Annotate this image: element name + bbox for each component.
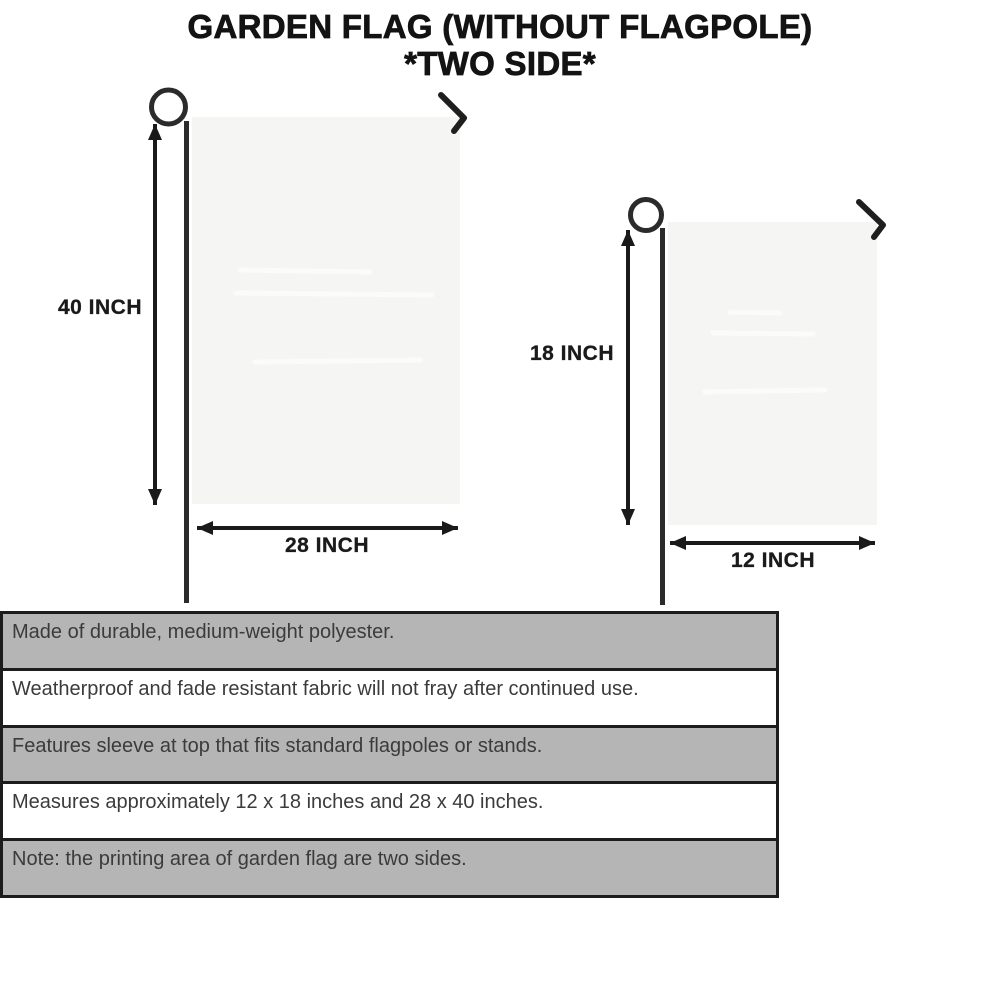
feature-text: Features sleeve at top that fits standard flagpoles or stands. (12, 734, 543, 757)
feature-row (3, 838, 776, 895)
large-flagpole-loop (152, 90, 186, 124)
page-title-line1: GARDEN FLAG (WITHOUT FLAGPOLE) (187, 8, 813, 45)
small-flagpole-loop (631, 200, 662, 231)
feature-text: Measures approximately 12 x 18 inches and 28 x 40 inches. (12, 791, 544, 814)
feature-row (3, 614, 776, 668)
large-flag-width-label: 28 INCH (284, 534, 370, 557)
large-flag-canvas (192, 117, 460, 504)
feature-row (3, 725, 776, 782)
feature-row (3, 668, 776, 725)
small-flag-diagram (628, 200, 883, 606)
feature-text: Made of durable, medium-weight polyester. (12, 621, 395, 643)
feature-row (3, 781, 776, 838)
feature-text: Weatherproof and fade resistant fabric will not fray after continued use. (12, 677, 639, 700)
small-flag-canvas (668, 222, 877, 525)
small-flag-width-label: 12 INCH (730, 549, 816, 572)
feature-text: Note: the printing area of garden flag are two sides. (12, 848, 467, 871)
small-flag-height-label: 18 INCH (529, 342, 614, 365)
page-title-line2: *TWO SIDE* (404, 45, 596, 82)
large-flag-height-label: 40 INCH (57, 296, 142, 319)
large-flag-diagram (152, 90, 465, 603)
features-table (0, 611, 779, 898)
